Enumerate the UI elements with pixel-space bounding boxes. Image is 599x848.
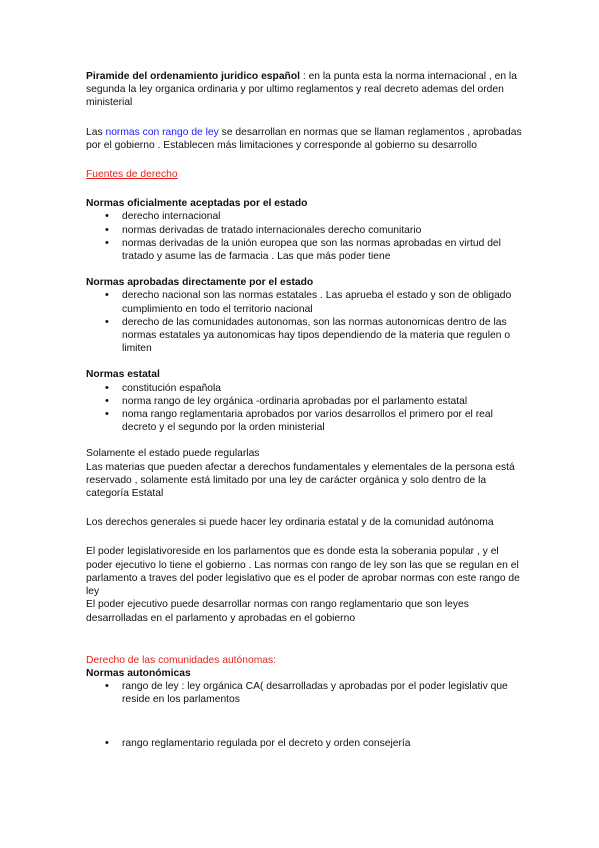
section1-heading: Normas oficialmente aceptadas por el estado xyxy=(86,198,308,210)
ccaa-list-1 xyxy=(86,680,522,706)
list-item: • rango de ley : ley orgánica CA( desarrolladas y aprobadas por el poder legislativ que reside en los parlamentos xyxy=(86,680,522,706)
para1-line1: Solamente el estado puede regularlas xyxy=(86,448,260,460)
list-item: • derecho nacional son las normas estatales . Las aprueba el estado y son de obligado cumplimiento en todo el territorio nacional xyxy=(86,289,522,315)
document-page xyxy=(86,70,522,750)
rango-link[interactable]: normas con rango de ley xyxy=(105,126,219,138)
para3-line2: El poder ejecutivo puede desarrollar normas con rango reglamentario que son leyes desarrolladas en el parlamento y aprobadas en el gobierno xyxy=(86,599,469,624)
list-item: • derecho internacional xyxy=(86,210,522,223)
para3-line1: El poder legislativoreside en los parlamentos que es donde esta la soberania popular , y el poder ejecutivo lo tiene el gobierno . Las normas con rango de ley son las que se regulan en el parlamento a traves del poder legislativo que es el poder de aprobar normas con este rango de ley xyxy=(86,546,520,598)
section2-list xyxy=(86,289,522,355)
fuentes-heading-link[interactable]: Fuentes de derecho xyxy=(86,169,178,181)
list-item: • normas derivadas de la unión europea que son las normas aprobadas en virtud del tratado y asume las de farmacia . Las que más poder tiene xyxy=(86,237,522,263)
rango-text: se desarrollan en normas que se llaman reglamentos , aprobadas por el gobierno . Establecen más limitaciones y corresponde al gobierno su desarrollo xyxy=(86,126,522,151)
list-item: • derecho de las comunidades autonomas, son las normas autonomicas dentro de las normas estatales ya autonomicas hay tipos dependiendo de la materia que regulen o limiten xyxy=(86,316,522,356)
section3-heading: Normas estatal xyxy=(86,369,160,381)
para1-line2: Las materias que pueden afectar a derechos fundamentales y elementales de la persona está reservado , solamente está limitado por una ley de carácter orgánica y solo dentro de la categoría Estatal xyxy=(86,461,515,500)
ccaa-subheading: Normas autonómicas xyxy=(86,667,191,679)
list-item: • norma rango de ley orgánica -ordinaria aprobadas por el parlamento estatal xyxy=(86,395,522,408)
rango-paragraph xyxy=(86,126,522,152)
para2: Los derechos generales si puede hacer ley ordinaria estatal y de la comunidad autónoma xyxy=(86,517,494,529)
list-item: • normas derivadas de tratado internacionales derecho comunitario xyxy=(86,224,522,237)
ccaa-list-2 xyxy=(86,737,522,750)
intro-text: : en la punta esta la norma internacional , en la segunda la ley organica ordinaria y por ultimo reglamentos y real decreto ademas del orden ministerial xyxy=(86,71,517,109)
list-item: • rango reglamentario regulada por el decreto y orden consejería xyxy=(86,737,522,750)
intro-paragraph xyxy=(86,70,522,110)
intro-title: Piramide del ordenamiento juridico español xyxy=(86,71,300,82)
list-item: • noma rango reglamentaria aprobados por varios desarrollos el primero por el real decreto y el segundo por la orden ministerial xyxy=(86,408,522,434)
section3-list xyxy=(86,382,522,435)
list-item: • constitución española xyxy=(86,382,522,395)
section1-list xyxy=(86,210,522,263)
ccaa-heading: Derecho de las comunidades autónomas: xyxy=(86,654,277,666)
rango-prefix: Las xyxy=(86,126,106,138)
section2-heading: Normas aprobadas directamente por el estado xyxy=(86,277,314,289)
